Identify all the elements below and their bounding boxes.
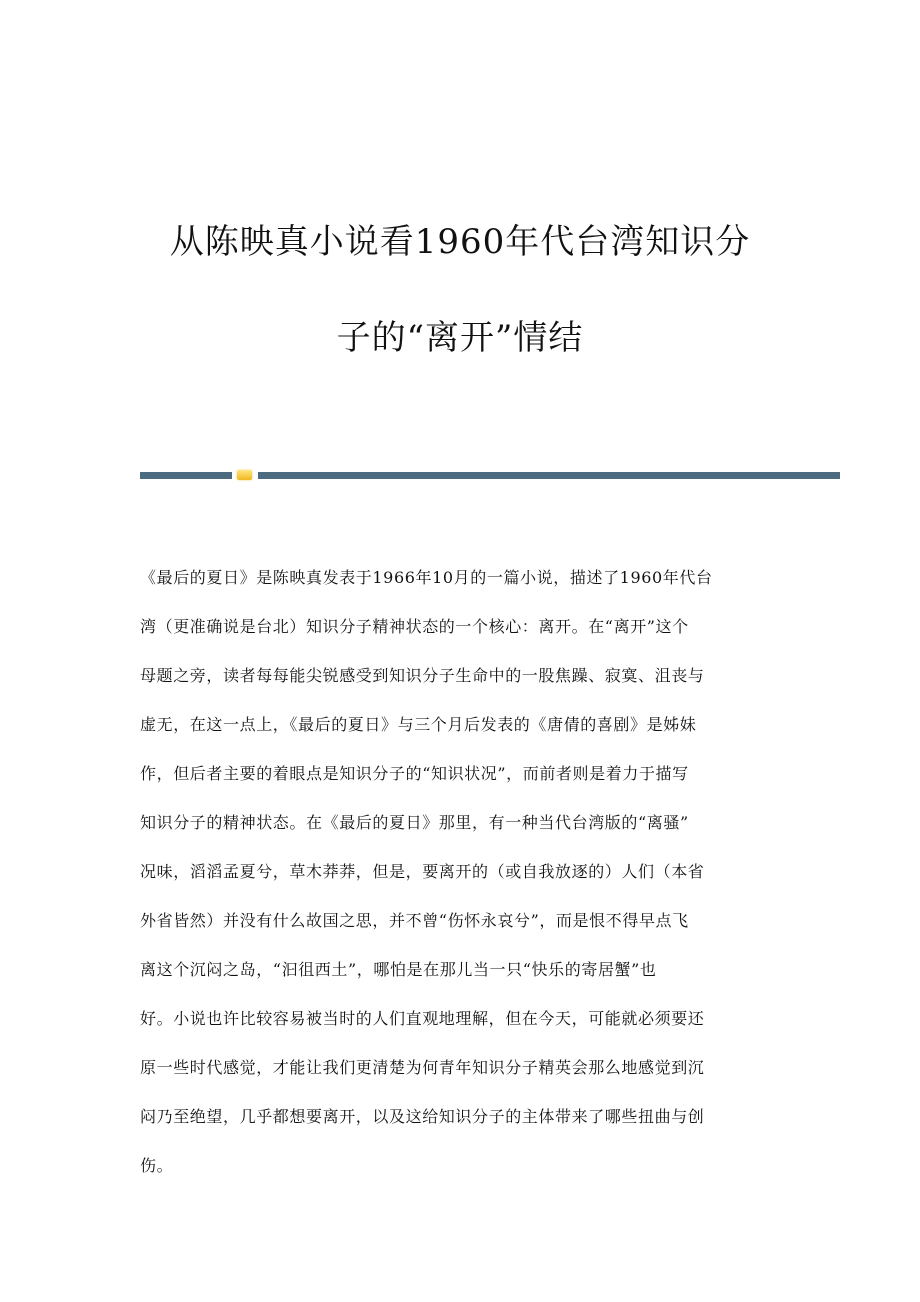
body-line: 外省皆然）并没有什么故国之思，并不曾“伤怀永哀兮”，而是恨不得早点飞	[140, 911, 689, 930]
body-line: 作，但后者主要的着眼点是知识分子的“知识状况”，而前者则是着力于描写	[140, 764, 689, 783]
document-title-line-1: 从陈映真小说看1960年代台湾知识分	[169, 222, 751, 262]
body-line: 《最后的夏日》是陈映真发表于1966年10月的一篇小说，描述了1960年代台	[140, 568, 713, 587]
body-line: 伤。	[140, 1156, 174, 1175]
body-line: 湾（更准确说是台北）知识分子精神状态的一个核心：离开。在“离开”这个	[140, 617, 689, 636]
body-line: 况味，滔滔孟夏兮，草木莽莽，但是，要离开的（或自我放逐的）人们（本省	[140, 862, 705, 881]
body-line: 虚无，在这一点上，《最后的夏日》与三个月后发表的《唐倩的喜剧》是姊妹	[140, 715, 697, 734]
body-line: 离这个沉闷之岛，“汩徂西土”，哪怕是在那儿当一只“快乐的寄居蟹”也	[140, 960, 657, 979]
divider-left	[140, 472, 232, 479]
body-line: 闷乃至绝望，几乎都想要离开，以及这给知识分子的主体带来了哪些扭曲与创	[140, 1107, 705, 1126]
document-title-line-2: 子的“离开”情结	[336, 318, 584, 358]
body-line: 知识分子的精神状态。在《最后的夏日》那里，有一种当代台湾版的“离骚”	[140, 813, 689, 832]
body-line: 好。小说也许比较容易被当时的人们直观地理解，但在今天，可能就必须要还	[140, 1009, 705, 1028]
divider-right	[258, 472, 840, 479]
body-line: 原一些时代感觉，才能让我们更清楚为何青年知识分子精英会那么地感觉到沉	[140, 1058, 705, 1077]
body-line: 母题之旁，读者每每能尖锐感受到知识分子生命中的一股焦躁、寂寞、沮丧与	[140, 666, 705, 685]
divider-ornament-icon	[237, 470, 252, 480]
